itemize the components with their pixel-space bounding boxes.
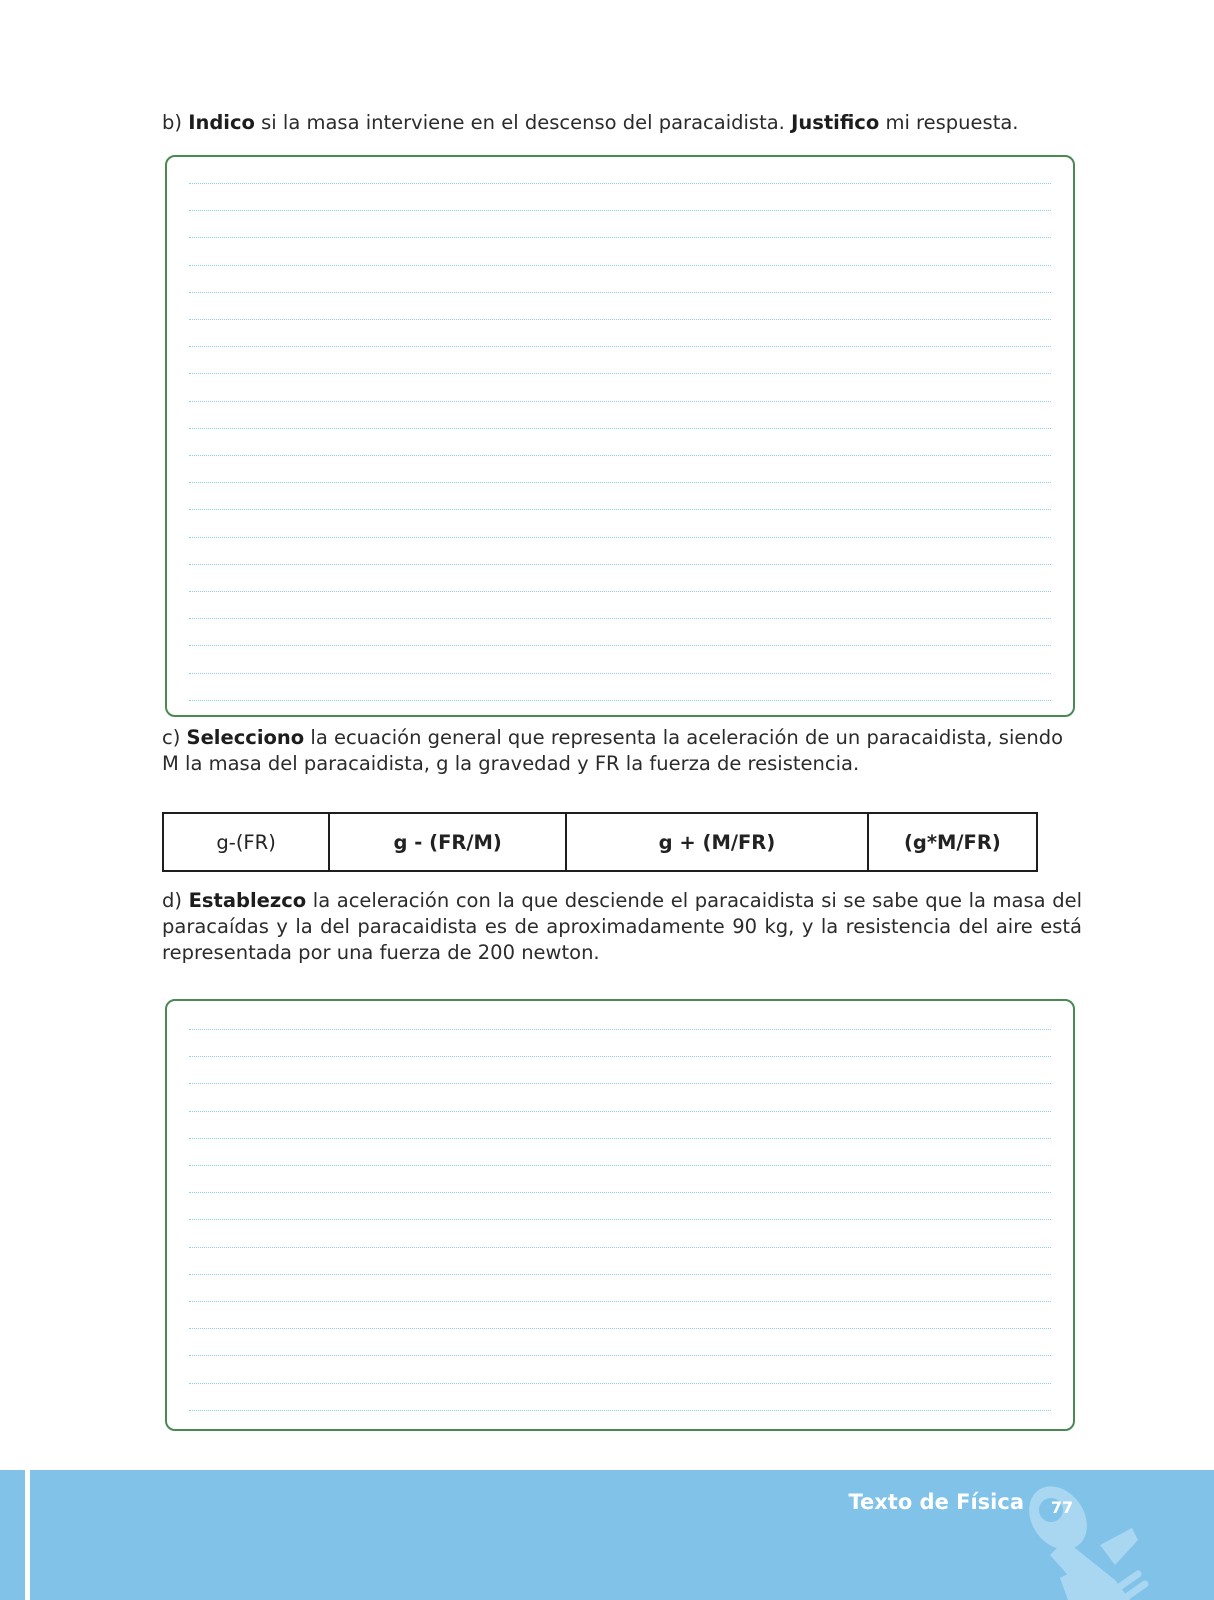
writing-line bbox=[189, 265, 1051, 266]
writing-line bbox=[189, 591, 1051, 592]
writing-line bbox=[189, 1192, 1051, 1193]
question-c bbox=[162, 725, 1082, 777]
writing-line bbox=[189, 537, 1051, 538]
writing-line bbox=[189, 401, 1051, 402]
question-b-text-end: mi respuesta. bbox=[879, 111, 1019, 134]
writing-line bbox=[189, 373, 1051, 374]
writing-line bbox=[189, 319, 1051, 320]
writing-line bbox=[189, 237, 1051, 238]
rocket-icon bbox=[1020, 1470, 1170, 1600]
answer-box-d[interactable] bbox=[165, 999, 1075, 1431]
question-c-text: la ecuación general que representa la aceleración de un paracaidista, siendo M la masa del paracaidista, g la gravedad y FR la fuerza de resistencia. bbox=[162, 726, 1064, 775]
question-b-prefix: b) bbox=[162, 111, 189, 134]
writing-line bbox=[189, 1355, 1051, 1356]
writing-line bbox=[189, 292, 1051, 293]
writing-line bbox=[189, 346, 1051, 347]
writing-line bbox=[189, 645, 1051, 646]
option-4[interactable]: (g*M/FR) bbox=[903, 830, 1001, 854]
writing-line bbox=[189, 618, 1051, 619]
writing-line bbox=[189, 1301, 1051, 1302]
question-b-verb-indico: Indico bbox=[188, 111, 255, 134]
question-d bbox=[162, 888, 1082, 966]
writing-line bbox=[189, 673, 1051, 674]
writing-line bbox=[189, 1165, 1051, 1166]
question-d-verb-establezco: Establezco bbox=[188, 889, 307, 912]
option-2[interactable]: g - (FR/M) bbox=[330, 814, 567, 870]
writing-line bbox=[189, 210, 1051, 211]
writing-line bbox=[189, 700, 1051, 701]
question-b bbox=[162, 110, 1082, 136]
writing-line bbox=[189, 1274, 1051, 1275]
question-c-prefix: c) bbox=[162, 726, 187, 749]
writing-line bbox=[189, 564, 1051, 565]
option-1[interactable]: g-(FR) bbox=[164, 814, 330, 870]
question-b-verb-justifico: Justifico bbox=[791, 111, 880, 134]
writing-line bbox=[189, 1328, 1051, 1329]
option-3[interactable]: g + (M/FR) bbox=[567, 814, 869, 870]
answer-box-b[interactable] bbox=[165, 155, 1075, 717]
footer-title: Texto de Física bbox=[848, 1490, 1024, 1514]
writing-line bbox=[189, 509, 1051, 510]
footer-band bbox=[0, 1470, 1214, 1600]
writing-line bbox=[189, 455, 1051, 456]
page-number: 77 bbox=[1050, 1498, 1074, 1517]
writing-line bbox=[189, 428, 1051, 429]
equation-options-table bbox=[162, 812, 1038, 872]
writing-line bbox=[189, 1219, 1051, 1220]
writing-line bbox=[189, 1410, 1051, 1411]
question-b-text: si la masa interviene en el descenso del paracaidista. bbox=[254, 111, 792, 134]
writing-line bbox=[189, 1083, 1051, 1084]
writing-line bbox=[189, 183, 1051, 184]
question-c-verb-selecciono: Selecciono bbox=[186, 726, 305, 749]
question-d-text: la aceleración con la que desciende el paracaidista si se sabe que la masa del paracaídas y la del paracaidista es de aproximadamente 90 kg, y la resistencia del aire está representada por una fuerza de 200 newton. bbox=[162, 889, 1082, 964]
writing-line bbox=[189, 482, 1051, 483]
writing-line bbox=[189, 1056, 1051, 1057]
question-d-prefix: d) bbox=[162, 889, 189, 912]
writing-line bbox=[189, 1138, 1051, 1139]
footer-divider bbox=[25, 1470, 30, 1600]
writing-line bbox=[189, 1383, 1051, 1384]
writing-line bbox=[189, 1111, 1051, 1112]
writing-line bbox=[189, 1029, 1051, 1030]
writing-line bbox=[189, 1247, 1051, 1248]
